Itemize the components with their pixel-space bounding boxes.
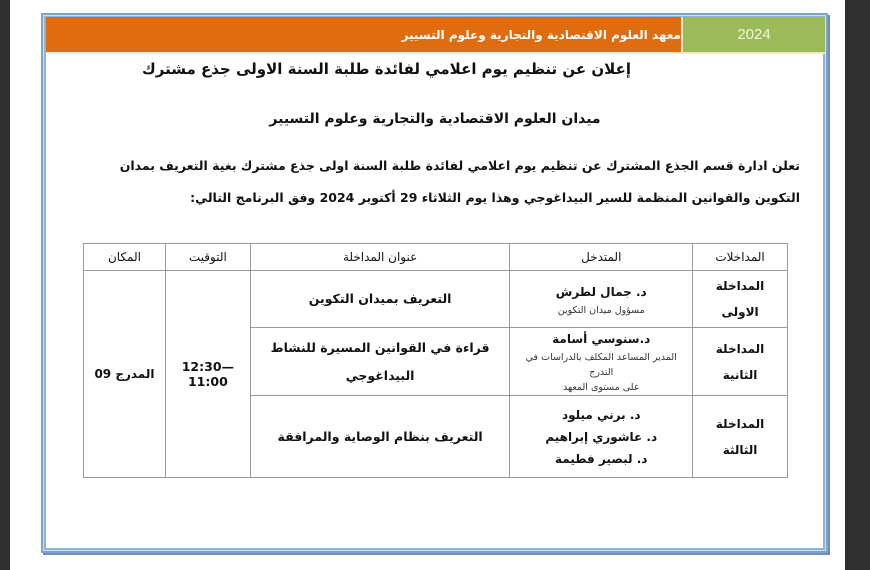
institute-banner [46, 17, 683, 52]
intro-paragraph [100, 150, 800, 214]
speaker-cell [510, 328, 693, 396]
announcement-title [60, 60, 825, 78]
col-header-time: التوقيت [165, 244, 250, 271]
announcement-subtitle: ميدان العلوم الاقتصادية والتجارية وعلوم التسيير [269, 111, 601, 127]
session-label: المداخلة [715, 279, 765, 293]
speaker-role-line-2: على مستوى المعهد [562, 382, 640, 393]
topic-text-line-2: البيداغوجي [345, 367, 415, 383]
col-header-topic: عنوان المداخلة [250, 244, 510, 271]
announcement-title-text: إعلان عن تنظيم يوم اعلامي لفائدة طلبة السنة الاولى جذع مشترك [142, 60, 631, 78]
speaker-cell [510, 396, 693, 478]
session-cell [693, 328, 788, 396]
speaker-role: مسؤول ميدان التكوين [557, 304, 645, 316]
year-label: 2024 [737, 26, 771, 43]
topic-cell [250, 271, 510, 328]
topic-cell [250, 396, 510, 478]
speaker-name: د. لبصير فطيمة [555, 451, 648, 466]
program-table [83, 243, 788, 478]
year-banner [683, 17, 825, 52]
speaker-name: د. برني ميلود [561, 407, 641, 422]
intro-line-2: التكوين والقوانين المنظمة للسير البيداغوجي وهذا يوم الثلاثاء 29 أكتوبر 2024 وفق البرنامج التالي: [190, 190, 800, 205]
col-header-speaker: المتدخل [510, 244, 693, 271]
header-bar [46, 17, 825, 54]
session-ordinal: الثالثة [722, 442, 758, 457]
col-header-sessions: المداخلات [693, 244, 788, 271]
speaker-role: المدير المساعد المكلف بالدراسات في التدرج [525, 352, 677, 378]
session-ordinal: الثانية [722, 367, 758, 382]
place-cell: المدرج 09 [84, 271, 166, 478]
topic-text: قراءة في القوانين المسيرة للنشاط [270, 339, 490, 355]
table-header-row [84, 244, 788, 271]
topic-text: التعريف بنظام الوصاية والمرافقة [277, 428, 483, 444]
speaker-cell [510, 271, 693, 328]
session-cell [693, 271, 788, 328]
intro-line-1: تعلن ادارة قسم الجذع المشترك عن تنظيم يوم اعلامي لفائدة طلبة السنة اولى جذع مشترك بغية التعريف بمدان [119, 158, 800, 173]
col-header-place: المكان [84, 244, 166, 271]
session-ordinal: الاولى [721, 305, 759, 319]
session-label: المداخلة [715, 341, 765, 356]
topic-text: التعريف بميدان التكوين [308, 291, 452, 306]
session-label: المداخلة [715, 416, 765, 431]
table-row [84, 271, 788, 328]
speaker-name: د.سنوسي أسامة [552, 332, 651, 346]
time-cell: 12:30—11:00 [165, 271, 250, 478]
speaker-name: د. جمال لطرش [555, 284, 647, 299]
speaker-name: د. عاشوري إبراهيم [545, 429, 658, 444]
session-cell [693, 396, 788, 478]
institute-name: معهد العلوم الاقتصادية والتجارية وعلوم التسيير [401, 27, 681, 42]
topic-cell [250, 328, 510, 396]
